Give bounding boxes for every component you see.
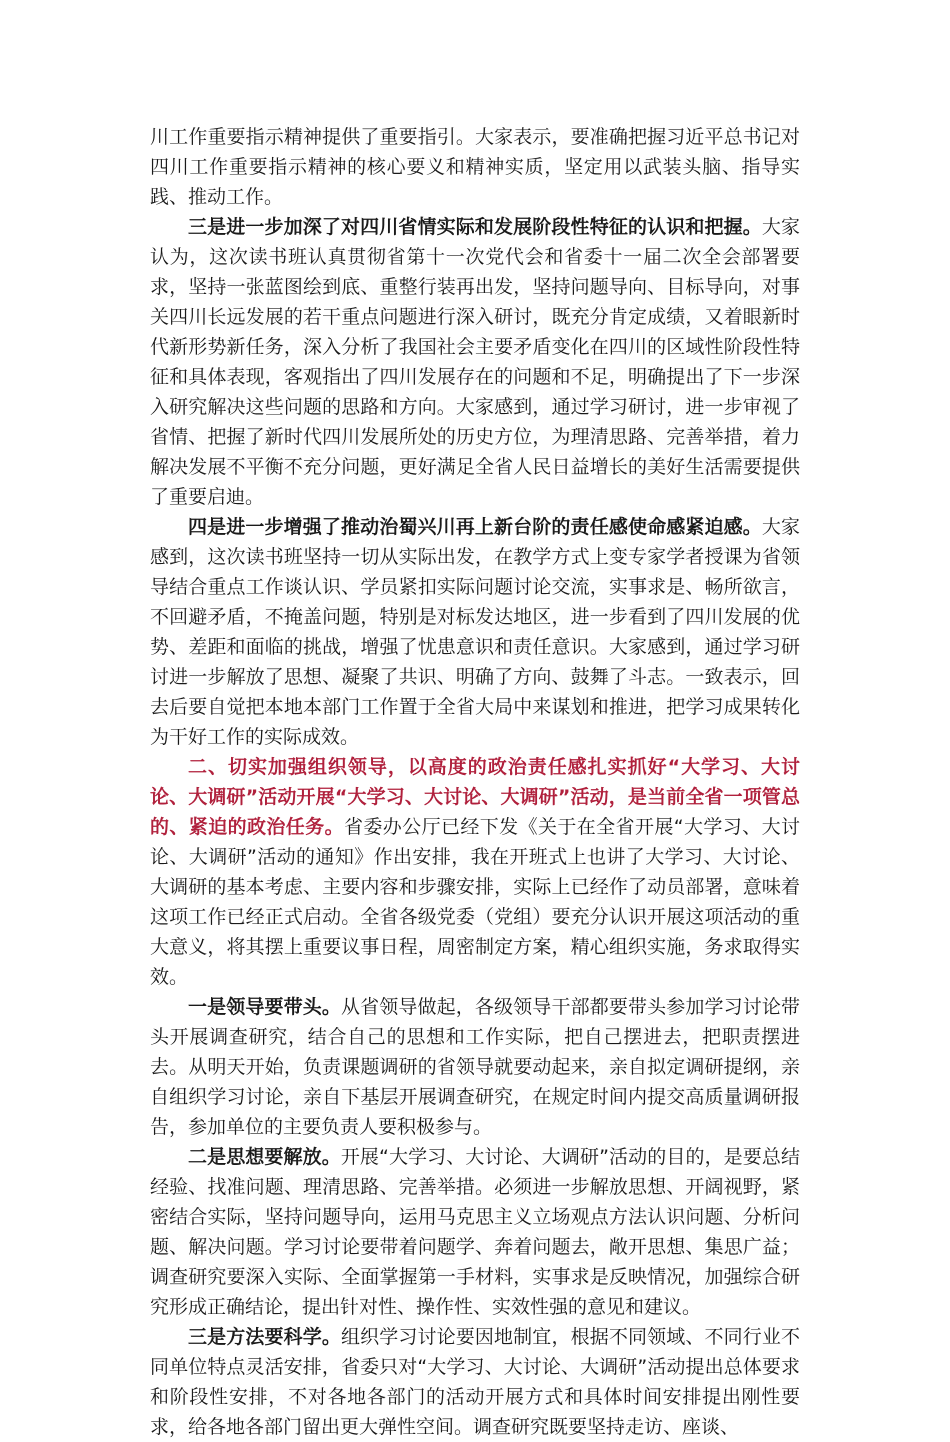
paragraph-6-lead: 二是思想要解放。 — [188, 1146, 341, 1168]
document-page — [150, 122, 800, 1442]
paragraph-2 — [150, 212, 800, 512]
paragraph-2-body: 大家认为，这次读书班认真贯彻省第十一次党代会和省委十一届二次全会部署要求，坚持一张蓝图绘到底、重整行装再出发，坚持问题导向、目标导向，对事关四川长远发展的若干重点问题进行深入研讨，既充分肯定成绩，又着眼新时代新形势新任务，深入分析了我国社会主要矛盾变化在四川的区域性阶段性特征和具体表现，客观指出了四川发展存在的问题和不足，明确提出了下一步深入研究解决这些问题的思路和方向。大家感到，通过学习研讨，进一步审视了省情、把握了新时代四川发展所处的历史方位，为理清思路、完善举措，着力解决发展不平衡不充分问题，更好满足全省人民日益增长的美好生活需要提供了重要启迪。 — [150, 216, 800, 508]
paragraph-4-lead: “大学习、大讨论、大调研”活动，是当前全省一项管总的、紧迫的政治任务。 — [150, 786, 800, 838]
paragraph-7-lead: 三是方法要科学。 — [188, 1326, 342, 1348]
paragraph-2-lead: 三是进一步加深了对四川省情实际和发展阶段性特征的认识和把握。 — [188, 216, 762, 238]
paragraph-5-body: 从省领导做起，各级领导干部都要带头参加学习讨论带头开展调查研究，结合自己的思想和工作实际，把自己摆进去，把职责摆进去。从明天开始，负责课题调研的省领导就要动起来，亲自拟定调研提纲，亲自组织学习讨论，亲自下基层开展调查研究，在规定时间内提交高质量调研报告，参加单位的主要负责人要积极参与。 — [150, 996, 800, 1138]
paragraph-7 — [150, 1322, 800, 1442]
paragraph-4 — [150, 752, 800, 992]
paragraph-1-body: 川工作重要指示精神提供了重要指引。大家表示，要准确把握习近平总书记对四川工作重要指示精神的核心要义和精神实质，坚定用以武装头脑、指导实践、推动工作。 — [150, 126, 800, 208]
paragraph-6-body: 开展“大学习、大讨论、大调研”活动的目的，是要总结经验、找准问题、理清思路、完善举措。必须进一步解放思想、开阔视野，紧密结合实际，坚持问题导向，运用马克思主义立场观点方法认识问题、分析问题、解决问题。学习讨论要带着问题学、奔着问题去，敞开思想、集思广益；调查研究要深入实际、全面掌握第一手材料，实事求是反映情况，加强综合研究形成正确结论，提出针对性、操作性、实效性强的意见和建议。 — [150, 1146, 800, 1318]
section-heading: 二、切实加强组织领导，以高度的政治责任感扎实抓好“大学习、大讨论、大调研”活动开展 — [150, 756, 800, 808]
paragraph-3-lead: 四是进一步增强了推动治蜀兴川再上新台阶的责任感使命感紧迫感。 — [188, 516, 762, 538]
paragraph-5-lead: 一是领导要带头。 — [188, 996, 342, 1018]
paragraph-5 — [150, 992, 800, 1142]
paragraph-6 — [150, 1142, 800, 1322]
paragraph-7-body: 组织学习讨论要因地制宜，根据不同领域、不同行业不同单位特点灵活安排，省委只对“大学习、大讨论、大调研”活动提出总体要求和阶段性安排，不对各地各部门的活动开展方式和具体时间安排提出刚性要求，给各地各部门留出更大弹性空间。调查研究既要坚持走访、座谈、 — [150, 1326, 800, 1438]
paragraph-3-body: 大家感到，这次读书班坚持一切从实际出发，在教学方式上变专家学者授课为省领导结合重点工作谈认识、学员紧扣实际问题讨论交流，实事求是、畅所欲言，不回避矛盾，不掩盖问题，特别是对标发达地区，进一步看到了四川发展的优势、差距和面临的挑战，增强了忧患意识和责任意识。大家感到，通过学习研讨进一步解放了思想、凝聚了共识、明确了方向、鼓舞了斗志。一致表示，回去后要自觉把本地本部门工作置于全省大局中来谋划和推进，把学习成果转化为干好工作的实际成效。 — [150, 516, 800, 748]
paragraph-1 — [150, 122, 800, 212]
paragraph-4-body: 省委办公厅已经下发《关于在全省开展“大学习、大讨论、大调研”活动的通知》作出安排，我在开班式上也讲了大学习、大讨论、大调研的基本考虑、主要内容和步骤安排，实际上已经作了动员部署，意味着这项工作已经正式启动。全省各级党委（党组）要充分认识开展这项活动的重大意义，将其摆上重要议事日程，周密制定方案，精心组织实施，务求取得实效。 — [150, 816, 800, 988]
paragraph-3 — [150, 512, 800, 752]
